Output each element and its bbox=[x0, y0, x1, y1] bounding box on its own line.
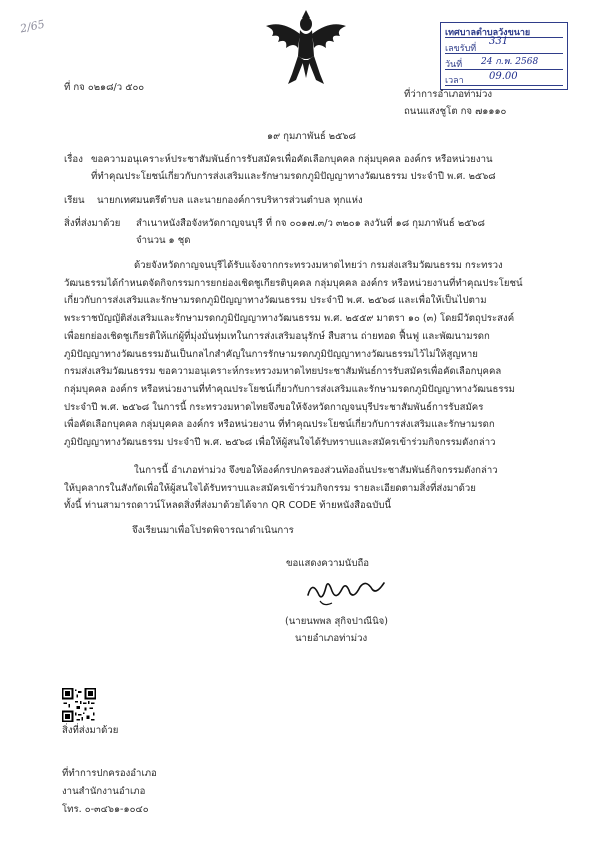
signer-name: (นายนพพล สุกิจปาณีนิจ) bbox=[285, 616, 389, 627]
para1-line: กลุ่มบุคคล องค์กร หรือหน่วยงานที่ทำคุณประโยชน์เกี่ยวกับการส่งเสริมและรักษามรดกภูมิปัญญาทางวัฒนธรรม bbox=[64, 383, 515, 395]
para1-line: เกี่ยวกับการส่งเสริมและรักษามรดกภูมิปัญญาทางวัฒนธรรม ประจำปี พ.ศ. ๒๕๖๘ และเพื่อให้เป็นไปตาม bbox=[64, 295, 487, 307]
para1-line: กรมส่งเสริมวัฒนธรรม ขอความอนุเคราะห์กระทรวงมหาดไทยประชาสัมพันธ์การรับสมัครเพื่อคัดเลือกบุคคล bbox=[64, 366, 502, 378]
reference-number: ที่ กจ ๐๒๑๘/ว ๕๐๐ bbox=[64, 82, 145, 93]
footer-line-3: โทร. ๐-๓๔๖๑-๑๐๔๐ bbox=[62, 804, 149, 815]
subject-line-2: ที่ทำคุณประโยชน์เกี่ยวกับการส่งเสริมและรักษามรดกภูมิปัญญาทางวัฒนธรรม ประจำปี พ.ศ. ๒๕๖๘ bbox=[91, 171, 496, 182]
para1-line: วัฒนธรรมได้กำหนดจัดกิจกรรมการยกย่องเชิดชูเกียรติบุคคล กลุ่มบุคคล องค์กร หรือหน่วยงานที่ทำคุณประโยชน์ bbox=[64, 277, 523, 289]
stamp-recv-label: เลขรับที่ bbox=[445, 41, 563, 54]
enclosure-line-1: สำเนาหนังสือจังหวัดกาญจนบุรี ที่ กจ ๐๐๑๗.๓/ว ๓๒๐๑ ลงวันที่ ๑๘ กุมภาพันธ์ ๒๕๖๘ bbox=[136, 218, 485, 229]
document-date: ๑๙ กุมภาพันธ์ ๒๕๖๘ bbox=[267, 131, 356, 142]
para1-line: ภูมิปัญญาทางวัฒนธรรมอันเป็นกลไกสำคัญในการรักษามรดกภูมิปัญญาทางวัฒนธรรมไว้ไม่ให้สูญหาย bbox=[64, 348, 478, 360]
office-line-1: ที่ว่าการอำเภอท่าม่วง bbox=[404, 89, 493, 100]
qr-code[interactable] bbox=[62, 688, 96, 722]
stamp-time-label: เวลา bbox=[445, 73, 563, 86]
para1-line: ภูมิปัญญาทางวัฒนธรรม ประจำปี พ.ศ. ๒๕๖๘ เพื่อให้ผู้สนใจได้รับทราบและสมัครเข้าร่วมกิจกรรมดังกล่าว bbox=[64, 437, 496, 449]
body-paragraph-2 bbox=[64, 462, 564, 515]
to-text: นายกเทศมนตรีตำบล และนายกองค์การบริหารส่วนตำบล ทุกแห่ง bbox=[97, 195, 363, 206]
para2-line: ทั้งนี้ ท่านสามารถดาวน์โหลดสิ่งที่ส่งมาด้วยได้จาก QR CODE ท้ายหนังสือฉบับนี้ bbox=[64, 500, 392, 512]
para1-line: เพื่อยกย่องเชิดชูเกียรติให้แก่ผู้ที่มุ่งมั่นทุ่มเทในการส่งเสริมอนุรักษ์ สืบสาน ถ่ายทอด ฟื้นฟู และพัฒนามรดก bbox=[64, 330, 490, 342]
subject-label: เรื่อง bbox=[64, 154, 83, 165]
para1-line: พระราชบัญญัติส่งเสริมและรักษามรดกภูมิปัญญาทางวัฒนธรรม พ.ศ. ๒๕๕๙ มาตรา ๑๐ (๓) โดยมีวัตถุประสงค์ bbox=[64, 313, 515, 325]
body-paragraph-1 bbox=[64, 257, 564, 452]
qr-caption: สิ่งที่ส่งมาด้วย bbox=[62, 725, 119, 736]
enclosure-label: สิ่งที่ส่งมาด้วย bbox=[64, 218, 121, 229]
regards: ขอแสดงความนับถือ bbox=[286, 558, 370, 569]
subject-line-1: ขอความอนุเคราะห์ประชาสัมพันธ์การรับสมัครเพื่อคัดเลือกบุคคล กลุ่มบุคคล องค์กร หรือหน่วยงาน bbox=[91, 154, 493, 165]
enclosure-line-2: จำนวน ๑ ชุด bbox=[136, 235, 191, 246]
signer-title: นายอำเภอท่าม่วง bbox=[295, 633, 368, 644]
footer-line-1: ที่ทำการปกครองอำเภอ bbox=[62, 768, 157, 779]
stamp-recv-no: 331 bbox=[489, 36, 509, 47]
handwritten-number: 2/65 bbox=[18, 17, 46, 36]
para1-line: ประจำปี พ.ศ. ๒๕๖๘ ในการนี้ กระทรวงมหาดไทยจึงขอให้จังหวัดกาญจนบุรีประชาสัมพันธ์การรับสมัคร bbox=[64, 401, 484, 413]
office-line-2: ถนนแสงชูโต กจ ๗๑๑๑๐ bbox=[404, 106, 507, 117]
stamp-org: เทศบาลตำบลวังขนาย bbox=[445, 25, 563, 38]
stamp-date-label: วันที่ bbox=[445, 57, 563, 70]
garuda-emblem bbox=[262, 8, 350, 86]
receiving-stamp bbox=[440, 22, 568, 90]
footer-line-2: งานสำนักงานอำเภอ bbox=[62, 786, 146, 797]
stamp-time: 09.00 bbox=[489, 71, 518, 82]
para2-line: ให้บุคลากรในสังกัดเพื่อให้ผู้สนใจได้รับทราบและสมัครเข้าร่วมกิจกรรม รายละเอียดตามสิ่งที่ส่งมาด้วย bbox=[64, 482, 476, 494]
stamp-date: 24 ก.พ. 2568 bbox=[481, 57, 539, 67]
para1-line: เพื่อคัดเลือกบุคคล กลุ่มบุคคล องค์กร หรือหน่วยงาน ที่ทำคุณประโยชน์เกี่ยวกับการส่งเสริมและรักษามรดก bbox=[64, 419, 495, 431]
to-label: เรียน bbox=[64, 195, 85, 206]
signature bbox=[302, 573, 388, 611]
closing-request: จึงเรียนมาเพื่อโปรดพิจารณาดำเนินการ bbox=[132, 525, 294, 536]
para1-line: ด้วยจังหวัดกาญจนบุรีได้รับแจ้งจากกระทรวงมหาดไทยว่า กรมส่งเสริมวัฒนธรรม กระทรวง bbox=[134, 260, 503, 271]
para2-line: ในการนี้ อำเภอท่าม่วง จึงขอให้องค์กรปกครองส่วนท้องถิ่นประชาสัมพันธ์กิจกรรมดังกล่าว bbox=[134, 465, 498, 476]
